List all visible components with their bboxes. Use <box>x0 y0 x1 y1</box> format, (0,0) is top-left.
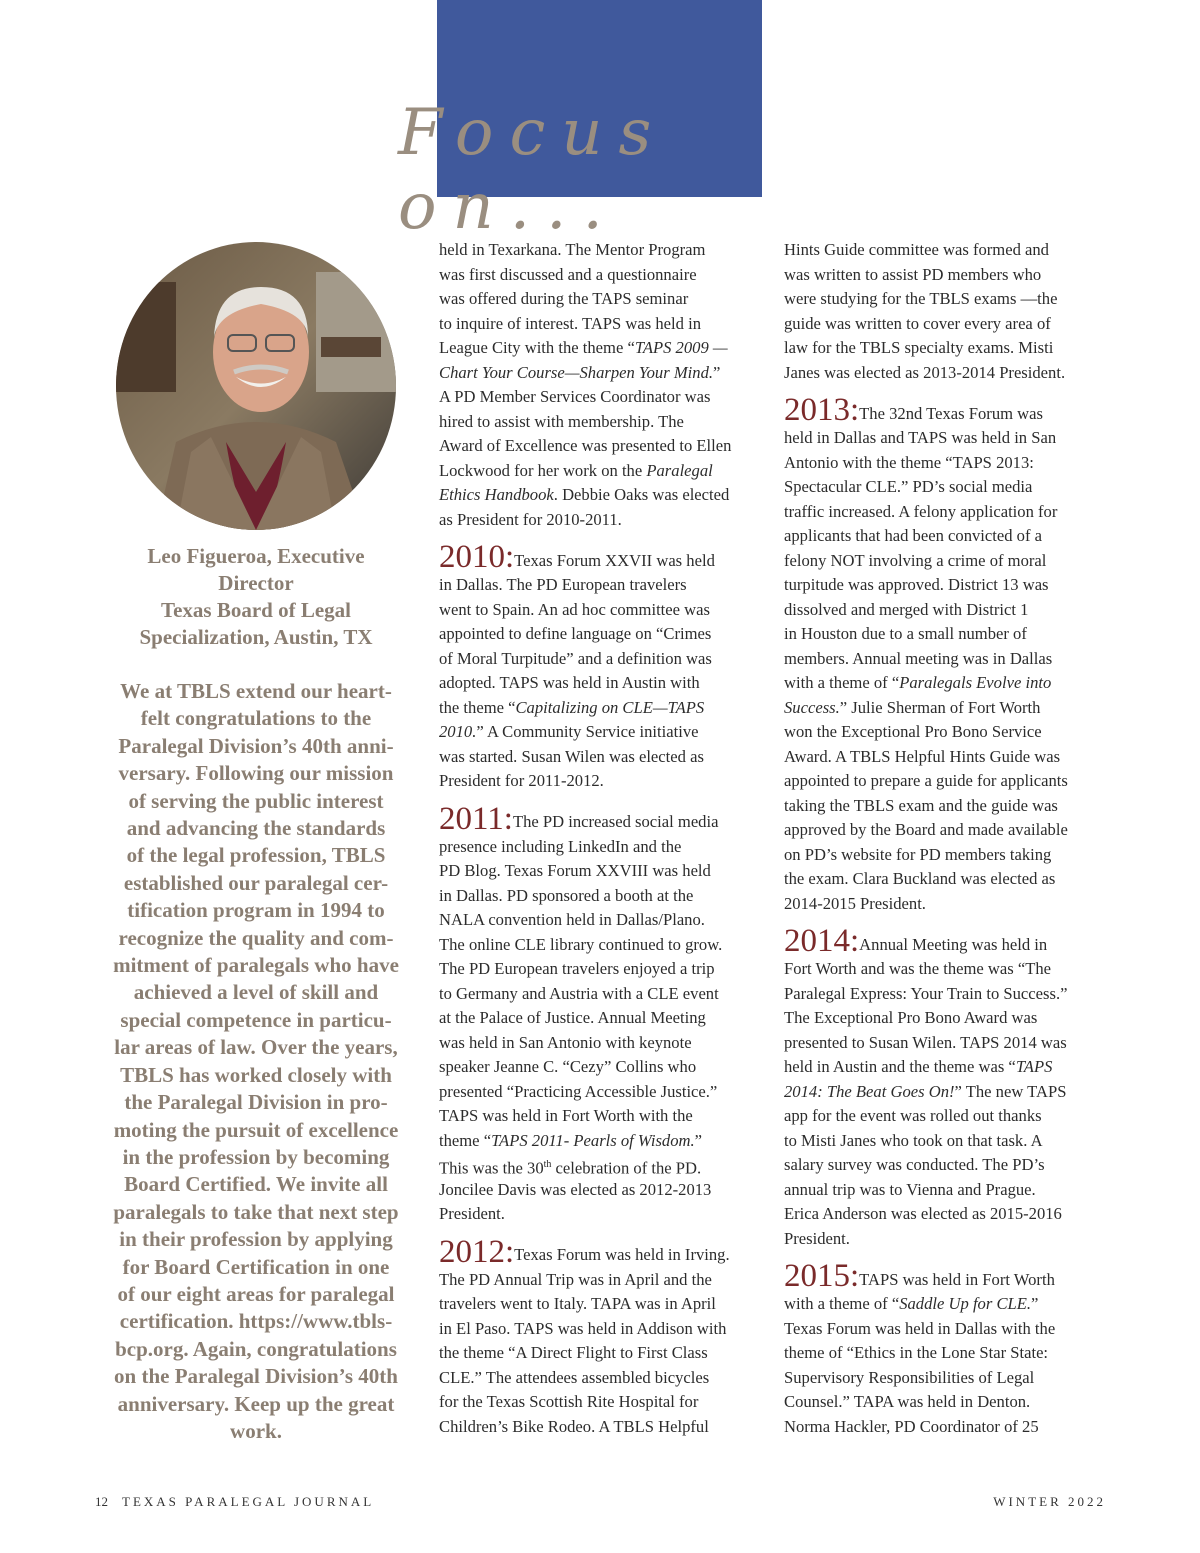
text-line <box>784 500 1114 525</box>
text-run: Chart Your Course—Sharpen Your Mind. <box>439 362 714 382</box>
text-line <box>439 573 769 598</box>
text-run: Lockwood for her work on the <box>439 460 647 480</box>
text-line <box>439 957 769 982</box>
text-run: travelers went to Italy. TAPA was in April <box>439 1294 716 1313</box>
text-run: was offered during the TAPS seminar <box>439 289 689 308</box>
text-run: PD Blog. Texas Forum XXVIII was held <box>439 861 711 880</box>
text-line <box>439 696 769 721</box>
text-line <box>784 573 1114 598</box>
text-line <box>784 671 1114 696</box>
caption-line: Director <box>218 571 294 595</box>
sidebar-line: for Board Certification in one <box>122 1254 390 1279</box>
text-run: Janes was elected as 2013-2014 President. <box>784 362 1066 382</box>
text-run: The PD European travelers enjoyed a trip <box>439 959 715 978</box>
text-line <box>439 745 769 770</box>
text-line <box>439 1341 769 1366</box>
text-run: adopted. TAPS was held in Austin with <box>439 673 700 692</box>
text-run: ” Julie Sherman of Fort Worth <box>839 697 1041 717</box>
text-line <box>439 1268 769 1293</box>
text-line <box>784 745 1114 770</box>
text-run: guide was written to cover every area of <box>784 313 1051 333</box>
text-run: at the Palace of Justice. Annual Meeting <box>439 1008 706 1027</box>
text-run: speaker Jeanne C. “Cezy” Collins who <box>439 1057 697 1076</box>
sidebar-line: special competence in particu- <box>120 1007 392 1032</box>
text-line <box>439 1153 769 1178</box>
text-run: TAPS was held in Fort Worth <box>859 1269 1055 1289</box>
text-line <box>439 1317 769 1342</box>
text-line <box>784 1178 1114 1203</box>
text-line <box>439 287 769 312</box>
text-run: 2014: The Beat Goes On! <box>784 1081 955 1101</box>
text-run: TAPS was held in Fort Worth with the <box>439 1106 693 1125</box>
text-run: held in Austin and the theme was “ <box>784 1057 1016 1076</box>
text-line <box>784 892 1114 917</box>
text-run: held in Dallas and TAPS was held in San <box>784 428 1057 447</box>
text-run: 2014-2015 President. <box>784 893 926 913</box>
text-run: Erica Anderson was elected as 2015-2016 <box>784 1204 1062 1223</box>
text-run: The PD Annual Trip was in April and the <box>439 1269 712 1289</box>
sidebar-line: Board Certified. We invite all <box>124 1172 388 1197</box>
text-run: Antonio with the theme “TAPS 2013: <box>784 452 1034 472</box>
sidebar-quote <box>95 678 417 1445</box>
text-run: on PD’s website for PD members taking <box>784 844 1052 864</box>
year-heading: 2013: <box>784 392 860 428</box>
sidebar-line: certification. https://www.tbls- <box>119 1309 393 1334</box>
sidebar-line: versary. Following our mission <box>118 761 394 786</box>
text-line <box>439 459 769 484</box>
text-line <box>784 1317 1114 1342</box>
text-run: Children’s Bike Rodeo. A TBLS Helpful <box>439 1416 709 1436</box>
text-line <box>784 1227 1114 1252</box>
text-run: applicants that had been convicted of a <box>784 526 1043 545</box>
text-line <box>439 1178 769 1203</box>
text-run: law for the TBLS specialty exams. Misti <box>784 338 1054 357</box>
text-run: This was the 30 <box>439 1158 544 1178</box>
text-line <box>439 1006 769 1031</box>
text-run: the theme “ <box>439 697 516 717</box>
text-line <box>784 238 1114 263</box>
text-run: appointed to define language on “Crimes <box>439 624 712 643</box>
footer-left <box>95 1494 374 1510</box>
text-line <box>439 835 769 860</box>
text-line <box>439 800 769 837</box>
text-run: to Misti Janes who took on that task. A <box>784 1130 1043 1150</box>
text-run: Award. A TBLS Helpful Hints Guide was <box>784 746 1061 766</box>
text-run: won the Exceptional Pro Bono Service <box>784 722 1042 741</box>
text-line <box>439 410 769 435</box>
text-run: TAPS 2009 — <box>634 338 728 357</box>
sidebar-line: TBLS has worked closely with <box>120 1062 392 1087</box>
text-run: to inquire of interest. TAPS was held in <box>439 313 701 333</box>
text-run: Success. <box>784 697 840 717</box>
text-run: A PD Member Services Coordinator was <box>439 387 711 406</box>
text-run: Hints Guide committee was formed and <box>784 240 1049 259</box>
text-run: Paralegals Evolve into <box>899 673 1052 692</box>
text-run: was held in San Antonio with keynote <box>439 1032 692 1052</box>
sidebar-line: established our paralegal cer- <box>123 870 389 895</box>
sidebar-line: of our eight areas for paralegal <box>117 1281 395 1306</box>
text-line <box>439 671 769 696</box>
text-run: for the Texas Scottish Rite Hospital for <box>439 1392 699 1411</box>
text-run: felony NOT involving a crime of moral <box>784 550 1047 570</box>
text-run: TAPS 2011- Pearls of Wisdom. <box>491 1130 695 1150</box>
text-run: held in Texarkana. The Mentor Program <box>439 240 706 259</box>
text-run: The Exceptional Pro Bono Award was <box>784 1008 1038 1027</box>
text-line <box>784 475 1114 500</box>
text-line <box>439 483 769 508</box>
text-line <box>784 1292 1114 1317</box>
text-run: in El Paso. TAPS was held in Addison with <box>439 1318 727 1338</box>
text-run: were studying for the TBLS exams —the <box>784 289 1058 308</box>
text-line <box>439 336 769 361</box>
section-title: Focus on... <box>398 96 668 244</box>
text-line <box>784 769 1114 794</box>
sidebar-line: tification program in 1994 to <box>127 898 385 923</box>
text-run: as President for 2010-2011. <box>439 509 622 529</box>
text-run: ” The new TAPS <box>954 1081 1067 1101</box>
text-run: app for the event was rolled out thanks <box>784 1106 1042 1125</box>
text-line <box>439 1202 769 1227</box>
year-heading: 2010: <box>439 539 515 575</box>
text-run: with a theme of “ <box>784 1294 900 1313</box>
sidebar-line: and advancing the standards <box>126 816 386 841</box>
sidebar-line: lar areas of law. Over the years, <box>114 1035 398 1060</box>
text-run: taking the TBLS exam and the guide was <box>784 795 1058 815</box>
text-line <box>439 884 769 909</box>
text-run: ” <box>694 1130 703 1150</box>
text-line <box>784 923 1114 959</box>
text-run: The 32nd Texas Forum was <box>859 403 1043 423</box>
text-run: hired to assist with membership. The <box>439 411 684 431</box>
text-run: approved by the Board and made available <box>784 820 1068 839</box>
text-line <box>784 287 1114 312</box>
text-line <box>784 1366 1114 1391</box>
text-line <box>784 818 1114 843</box>
text-run: ” A Community Service initiative <box>476 722 699 741</box>
text-run: President. <box>784 1228 850 1248</box>
year-heading: 2014: <box>784 923 860 959</box>
sidebar-line: mitment of paralegals who have <box>113 953 399 978</box>
text-line <box>784 1080 1114 1105</box>
text-run: with a theme of “ <box>784 673 900 692</box>
text-line <box>439 720 769 745</box>
text-run: Paralegal <box>646 460 713 480</box>
text-line <box>784 451 1114 476</box>
text-run: TAPS <box>1015 1057 1053 1076</box>
text-run: Capitalizing on CLE—TAPS <box>515 697 705 717</box>
text-run: theme of “Ethics in the Lone Star State: <box>784 1343 1049 1362</box>
text-line <box>784 524 1114 549</box>
text-run: members. Annual meeting was in Dallas <box>784 648 1053 668</box>
publication-name: TEXAS PARALEGAL JOURNAL <box>122 1494 375 1509</box>
text-line <box>784 1202 1114 1227</box>
text-line <box>439 1292 769 1317</box>
text-line <box>784 1031 1114 1056</box>
text-line <box>439 1031 769 1056</box>
text-line <box>439 1055 769 1080</box>
text-run: celebration of the PD. <box>551 1158 702 1178</box>
text-run: in Dallas. PD sponsored a booth at the <box>439 885 694 905</box>
text-line <box>784 647 1114 672</box>
sidebar-line: anniversary. Keep up the great <box>117 1391 395 1416</box>
text-run: President for 2011-2012. <box>439 771 604 790</box>
text-run: turpitude was approved. District 13 was <box>784 575 1049 594</box>
text-run: The online CLE library continued to grow. <box>439 934 723 954</box>
text-run: to Germany and Austria with a CLE event <box>439 983 719 1003</box>
text-line <box>439 598 769 623</box>
text-line <box>784 957 1114 982</box>
text-line <box>784 392 1114 428</box>
sidebar-line: moting the pursuit of excellence <box>113 1117 399 1142</box>
text-run: Texas Forum was held in Dallas with the <box>784 1318 1056 1338</box>
text-run: annual trip was to Vienna and Prague. <box>784 1179 1036 1199</box>
text-line <box>439 1104 769 1129</box>
text-run: presented “Practicing Accessible Justice.” <box>439 1081 718 1101</box>
text-run: Spectacular CLE.” PD’s social media <box>784 477 1033 496</box>
text-run: President. <box>439 1204 505 1223</box>
text-line <box>784 549 1114 574</box>
text-run: Texas Forum was held in Irving. <box>514 1245 730 1264</box>
text-run: Supervisory Responsibilities of Legal <box>784 1367 1035 1387</box>
text-line <box>439 1233 769 1270</box>
text-line <box>439 539 769 575</box>
text-line <box>784 1055 1114 1080</box>
sidebar-line: of the legal profession, TBLS <box>126 843 386 868</box>
middle-column <box>439 238 769 1439</box>
issue-label: WINTER 2022 <box>993 1494 1106 1509</box>
text-line <box>439 361 769 386</box>
text-run: . Debbie Oaks was elected <box>553 485 730 504</box>
sidebar-line: on the Paralegal Division’s 40th <box>114 1364 398 1389</box>
text-line <box>784 598 1114 623</box>
sidebar-line: the Paralegal Division in pro- <box>124 1090 388 1115</box>
text-run: salary survey was conducted. The PD’s <box>784 1155 1045 1174</box>
text-line <box>784 1258 1114 1294</box>
text-run: Joncilee Davis was elected as 2012-2013 <box>439 1179 712 1199</box>
sidebar-line: felt congratulations to the <box>140 706 372 731</box>
text-run: The PD increased social media <box>512 812 719 831</box>
text-run: Texas Forum XXVII was held <box>514 550 715 570</box>
text-line <box>439 434 769 459</box>
text-run: theme “ <box>439 1130 492 1150</box>
text-line <box>784 336 1114 361</box>
text-line <box>784 982 1114 1007</box>
sidebar-line: in their profession by applying <box>119 1227 393 1252</box>
text-run: in Houston due to a small number of <box>784 624 1027 643</box>
text-line <box>784 1390 1114 1415</box>
text-run: CLE.” The attendees assembled bicycles <box>439 1367 710 1387</box>
portrait-image <box>116 242 396 530</box>
text-line <box>439 1390 769 1415</box>
text-run: Paralegal Express: Your Train to Success.” <box>784 983 1068 1003</box>
text-line <box>784 361 1114 386</box>
text-line <box>439 1415 769 1440</box>
text-line <box>439 647 769 672</box>
page-number: 12 <box>95 1494 108 1509</box>
text-run: Counsel.” TAPA was held in Denton. <box>784 1392 1031 1411</box>
text-line <box>784 794 1114 819</box>
text-line <box>439 982 769 1007</box>
text-line <box>439 1129 769 1154</box>
text-line <box>784 622 1114 647</box>
sidebar-line: in the profession by becoming <box>122 1144 390 1169</box>
text-line <box>784 1415 1114 1440</box>
caption-line: Leo Figueroa, Executive <box>147 544 365 568</box>
text-run: the theme “A Direct Flight to First Class <box>439 1343 708 1362</box>
text-run: ” <box>1031 1294 1039 1313</box>
text-line <box>439 312 769 337</box>
sidebar-line: recognize the quality and com- <box>118 925 394 950</box>
text-run: presence including LinkedIn and the <box>439 836 682 856</box>
photo-caption <box>96 543 416 651</box>
sidebar-line: of serving the public interest <box>128 788 384 813</box>
sidebar-line: bcp.org. Again, congratulations <box>115 1336 397 1361</box>
text-run: Fort Worth and was the theme was “The <box>784 959 1052 978</box>
text-line <box>439 933 769 958</box>
text-line <box>784 867 1114 892</box>
text-line <box>439 1366 769 1391</box>
caption-line: Specialization, Austin, TX <box>139 625 373 649</box>
caption-line: Texas Board of Legal <box>161 598 351 622</box>
text-run: Norma Hackler, PD Coordinator of 25 <box>784 1416 1039 1436</box>
text-run: Saddle Up for CLE. <box>899 1294 1032 1313</box>
text-line <box>784 720 1114 745</box>
text-line <box>439 238 769 263</box>
text-run: went to Spain. An ad hoc committee was <box>439 599 710 619</box>
text-line <box>784 1341 1114 1366</box>
text-run: was written to assist PD members who <box>784 264 1042 284</box>
year-heading: 2011: <box>439 800 513 837</box>
text-line <box>784 1153 1114 1178</box>
portrait-photo <box>116 242 396 530</box>
text-line <box>439 859 769 884</box>
text-run: the exam. Clara Buckland was elected as <box>784 869 1056 888</box>
text-run: NALA convention held in Dallas/Plano. <box>439 910 705 929</box>
text-line <box>439 908 769 933</box>
text-run: 2010. <box>439 722 477 741</box>
text-run: ” <box>713 362 721 382</box>
year-heading: 2012: <box>439 1233 515 1270</box>
text-line <box>784 1104 1114 1129</box>
text-line <box>439 508 769 533</box>
text-line <box>439 769 769 794</box>
text-line <box>439 622 769 647</box>
text-line <box>439 263 769 288</box>
sidebar-line: work. <box>230 1418 282 1443</box>
text-line <box>784 1129 1114 1154</box>
text-run: th <box>543 1159 552 1170</box>
text-line <box>784 312 1114 337</box>
text-run: in Dallas. The PD European travelers <box>439 575 687 594</box>
text-run: presented to Susan Wilen. TAPS 2014 was <box>784 1032 1067 1052</box>
text-run: Ethics Handbook <box>439 485 554 504</box>
right-column <box>784 238 1114 1439</box>
text-run: traffic increased. A felony application for <box>784 501 1058 521</box>
sidebar-line: paralegals to take that next step <box>113 1199 399 1224</box>
text-run: appointed to prepare a guide for applicants <box>784 771 1068 790</box>
text-run: Award of Excellence was presented to Ellen <box>439 436 732 455</box>
sidebar-line: Paralegal Division’s 40th anni- <box>118 733 394 758</box>
year-heading: 2015: <box>784 1258 860 1294</box>
text-line <box>784 426 1114 451</box>
text-run: dissolved and merged with District 1 <box>784 599 1029 619</box>
text-run: Annual Meeting was held in <box>859 934 1048 954</box>
sidebar-line: achieved a level of skill and <box>133 980 379 1005</box>
text-line <box>784 1006 1114 1031</box>
text-line <box>439 1080 769 1105</box>
sidebar-line: We at TBLS extend our heart- <box>120 679 392 703</box>
text-line <box>784 843 1114 868</box>
text-run: of Moral Turpitude” and a definition was <box>439 648 712 668</box>
text-run: was first discussed and a questionnaire <box>439 264 697 284</box>
text-run: League City with the theme “ <box>439 338 635 357</box>
text-line <box>439 385 769 410</box>
text-run: was started. Susan Wilen was elected as <box>439 746 704 766</box>
text-line <box>784 696 1114 721</box>
text-line <box>784 263 1114 288</box>
